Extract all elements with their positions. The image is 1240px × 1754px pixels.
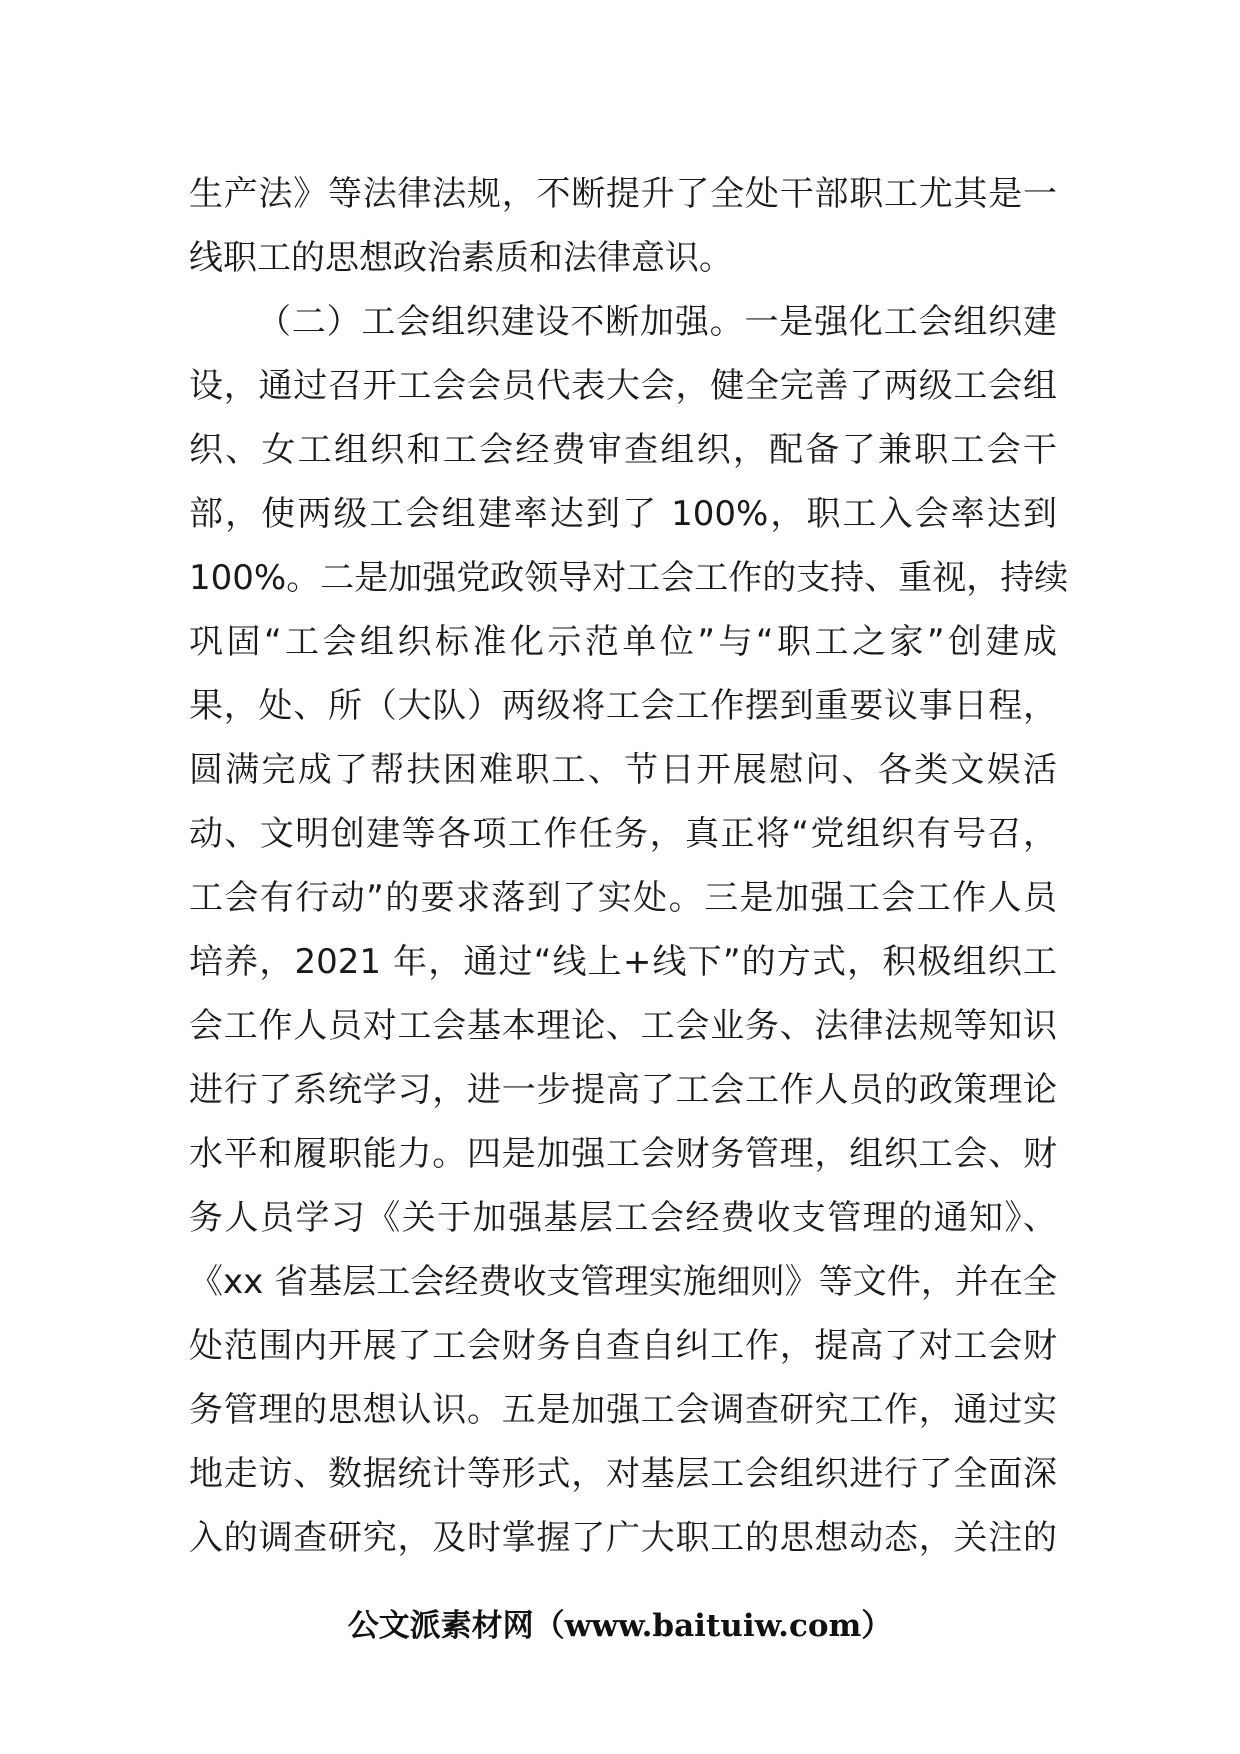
- paragraph-line-13: 培养，2021 年，通过“线上+线下”的方式，积极组织工: [189, 942, 1057, 982]
- paragraph-line-22: 入的调查研究，及时掌握了广大职工的思想动态，关注的: [189, 1518, 1057, 1558]
- section-heading-line: （二）工会组织建设不断加强。一是强化工会组织建: [257, 302, 1057, 342]
- paragraph-line-10: 圆满完成了帮扶困难职工、节日开展慰问、各类文娱活: [189, 750, 1057, 790]
- paragraph-line-20: 务管理的思想认识。五是加强工会调查研究工作，通过实: [189, 1390, 1057, 1430]
- paragraph-line-14: 会工作人员对工会基本理论、工会业务、法律法规等知识: [189, 1006, 1057, 1046]
- paragraph-line-19: 处范围内开展了工会财务自查自纠工作，提高了对工会财: [189, 1326, 1057, 1366]
- paragraph-line-21: 地走访、数据统计等形式，对基层工会组织进行了全面深: [189, 1454, 1057, 1494]
- paragraph-line-1: 生产法》等法律法规，不断提升了全处干部职工尤其是一: [189, 174, 1057, 214]
- paragraph-line-7: 100%。二是加强党政领导对工会工作的支持、重视，持续: [189, 558, 1069, 598]
- paragraph-line-11: 动、文明创建等各项工作任务，真正将“党组织有号召，: [189, 814, 1057, 854]
- paragraph-line-16: 水平和履职能力。四是加强工会财务管理，组织工会、财: [189, 1134, 1057, 1174]
- paragraph-line-18: 《xx 省基层工会经费收支管理实施细则》等文件，并在全: [189, 1262, 1057, 1302]
- paragraph-line-8: 巩固“工会组织标准化示范单位”与“职工之家”创建成: [189, 622, 1057, 662]
- paragraph-line-12: 工会有行动”的要求落到了实处。三是加强工会工作人员: [189, 878, 1057, 918]
- paragraph-line-6: 部，使两级工会组建率达到了 100%，职工入会率达到: [189, 494, 1057, 534]
- paragraph-line-2: 线职工的思想政治素质和法律意识。: [189, 238, 733, 278]
- footer-watermark: 公文派素材网（www.baituiw.com）: [347, 1608, 893, 1644]
- paragraph-line-4: 设，通过召开工会会员代表大会，健全完善了两级工会组: [189, 366, 1057, 406]
- paragraph-line-5: 织、女工组织和工会经费审查组织，配备了兼职工会干: [189, 430, 1057, 470]
- paragraph-line-9: 果，处、所（大队）两级将工会工作摆到重要议事日程，: [189, 686, 1057, 726]
- paragraph-line-17: 务人员学习《关于加强基层工会经费收支管理的通知》、: [189, 1198, 1057, 1238]
- paragraph-line-15: 进行了系统学习，进一步提高了工会工作人员的政策理论: [189, 1070, 1057, 1110]
